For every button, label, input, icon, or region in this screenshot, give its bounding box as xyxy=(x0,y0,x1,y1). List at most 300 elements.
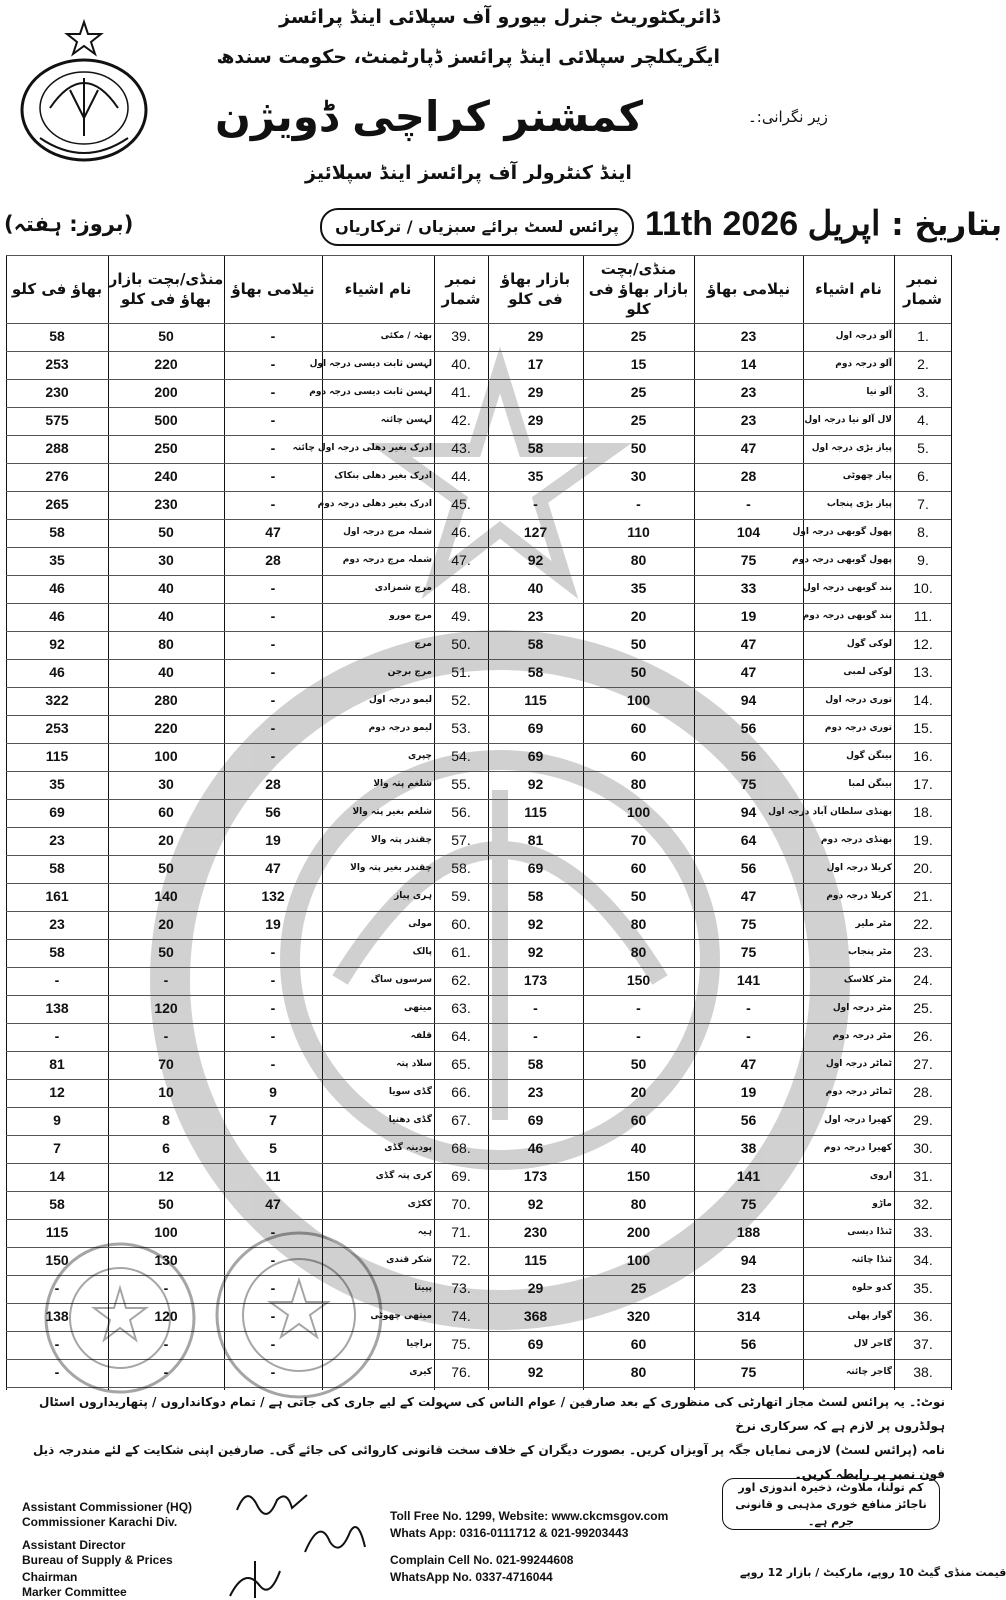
item-name: بینگن لمبا xyxy=(848,779,892,789)
row-number: 57. xyxy=(451,832,471,848)
row-number: 3. xyxy=(917,384,929,400)
row-number: 20. xyxy=(913,860,933,876)
retail-price: 35 xyxy=(49,776,65,792)
auction-price: 19 xyxy=(265,832,281,848)
row-number: 8. xyxy=(917,524,929,540)
mandi-price: 6 xyxy=(162,1140,170,1156)
row-number: 70. xyxy=(451,1196,471,1212)
auction-price: - xyxy=(270,384,276,400)
mandi-price: 320 xyxy=(626,1308,651,1324)
row-number: 9. xyxy=(917,552,929,568)
col-header-bazar: بازار بھاؤ فی کلو xyxy=(500,270,571,308)
bazar-price: 127 xyxy=(523,524,548,540)
bazar-price: 368 xyxy=(523,1308,548,1324)
row-number: 35. xyxy=(913,1280,933,1296)
auction-price: 64 xyxy=(740,832,757,848)
row-number: 71. xyxy=(451,1224,471,1240)
mandi-price: 100 xyxy=(626,692,651,708)
auction-price: 11 xyxy=(265,1168,281,1184)
item-name: لیمو درجہ دوم xyxy=(368,723,432,733)
header-line-4: اینڈ کنٹرولر آف پرائسز اینڈ سپلائیز xyxy=(305,162,632,184)
item-name: پھول گوبھی درجہ اول xyxy=(792,527,892,537)
row-number: 74. xyxy=(451,1308,471,1324)
mandi-price: - xyxy=(163,1336,169,1352)
row-number: 30. xyxy=(913,1140,933,1156)
bazar-price: 29 xyxy=(527,1280,544,1296)
whatsapp-number-2: WhatsApp No. 0337-4716044 xyxy=(390,1570,553,1584)
auction-price: 33 xyxy=(740,580,757,596)
retail-price: 12 xyxy=(49,1084,65,1100)
bazar-price: - xyxy=(533,1000,538,1016)
retail-price: 276 xyxy=(45,468,69,484)
warning-box: کم تولنا، ملاوٹ، ذخیرہ اندوزی اور ناجائز منافع خوری مذہبی و قانونی جرم ہے۔ xyxy=(722,1478,940,1530)
mandi-price: 120 xyxy=(154,1000,178,1016)
bazar-price: 29 xyxy=(527,412,544,428)
bazar-price: 58 xyxy=(527,664,544,680)
item-name: لہسن ثابت دیسی درجہ دوم xyxy=(309,387,432,397)
row-number: 7. xyxy=(917,496,929,512)
item-name: کری پتہ گڈی xyxy=(375,1171,432,1181)
signatory-1-office: Commissioner Karachi Div. xyxy=(22,1515,178,1529)
item-name: چپری xyxy=(407,751,432,761)
mandi-price: 30 xyxy=(158,776,174,792)
auction-price: 47 xyxy=(740,440,757,456)
mandi-price: 12 xyxy=(158,1168,174,1184)
item-name: شملہ مرچ درجہ دوم xyxy=(342,555,432,565)
item-name: آلو درجہ اول xyxy=(835,331,892,341)
row-number: 40. xyxy=(451,356,471,372)
item-name: لہسن ثابت دیسی درجہ اول xyxy=(309,359,432,369)
bazar-price: 58 xyxy=(527,1056,544,1072)
retail-price: 58 xyxy=(49,944,65,960)
col-header-mandi-2: منڈی/بچت بازار بھاؤ فی کلو xyxy=(108,270,224,308)
mandi-price: 220 xyxy=(154,356,178,372)
row-number: 38. xyxy=(913,1364,933,1380)
bazar-price: 92 xyxy=(527,1364,544,1380)
row-number: 12. xyxy=(913,636,933,652)
bazar-price: 69 xyxy=(527,860,544,876)
row-number: 58. xyxy=(451,860,471,876)
item-name: مٹر درجہ اول xyxy=(832,1003,892,1013)
col-header-auction-2: نیلامی بھاؤ xyxy=(231,280,315,298)
mandi-price: 20 xyxy=(158,832,174,848)
mandi-price: 140 xyxy=(154,888,178,904)
item-name: ٹنڈا چائنہ xyxy=(851,1255,892,1265)
item-name: بند گوبھی درجہ اول xyxy=(802,583,892,593)
item-name: لال آلو نیا درجہ اول xyxy=(804,415,892,425)
mandi-price: 35 xyxy=(630,580,647,596)
auction-price: 23 xyxy=(740,328,757,344)
signature-2-icon xyxy=(300,1512,370,1557)
row-number: 75. xyxy=(451,1336,471,1352)
retail-price: 58 xyxy=(49,860,65,876)
auction-price: 47 xyxy=(265,1196,281,1212)
row-number: 69. xyxy=(451,1168,471,1184)
row-number: 33. xyxy=(913,1224,933,1240)
auction-price: 23 xyxy=(740,412,757,428)
mandi-price: 80 xyxy=(630,552,647,568)
auction-price: - xyxy=(270,1252,276,1268)
retail-price: 161 xyxy=(45,888,69,904)
mandi-price: 100 xyxy=(626,804,651,820)
item-name: توری درجہ اول xyxy=(825,695,892,705)
retail-price: 138 xyxy=(45,1000,69,1016)
auction-price: - xyxy=(270,972,276,988)
row-number: 39. xyxy=(451,328,471,344)
retail-price: 115 xyxy=(45,1224,69,1240)
mandi-price: 25 xyxy=(630,1280,647,1296)
item-name: براچیا xyxy=(406,1339,432,1349)
item-name: بھنڈی سلطان آباد درجہ اول xyxy=(768,807,892,817)
item-name: اروی xyxy=(869,1171,892,1181)
retail-price: 150 xyxy=(45,1252,69,1268)
auction-price: 23 xyxy=(740,1280,757,1296)
auction-price: - xyxy=(270,1224,276,1240)
signatory-2-title: Assistant Director xyxy=(22,1538,126,1552)
mandi-price: 10 xyxy=(158,1084,174,1100)
row-number: 42. xyxy=(451,412,471,428)
row-number: 31. xyxy=(913,1168,933,1184)
bazar-price: 173 xyxy=(523,972,548,988)
grid-hline xyxy=(6,255,951,256)
row-number: 47. xyxy=(451,552,471,568)
item-name: مرچ xyxy=(414,639,432,649)
item-name: پیاز بڑی پنجاب xyxy=(826,499,892,509)
bazar-price: 69 xyxy=(527,1112,544,1128)
grid-vline xyxy=(951,255,952,1390)
mandi-price: - xyxy=(636,1000,641,1016)
auction-price: - xyxy=(270,1280,276,1296)
signatory-1 xyxy=(22,1500,192,1530)
mandi-price: 50 xyxy=(158,524,174,540)
item-name: پپیتا xyxy=(414,1283,432,1293)
bazar-price: 69 xyxy=(527,720,544,736)
row-number: 59. xyxy=(451,888,471,904)
bazar-price: 115 xyxy=(524,692,547,708)
item-name: گڈی سویا xyxy=(388,1087,432,1097)
item-name: کدو حلوہ xyxy=(851,1283,892,1293)
item-name: لوکی گول xyxy=(846,639,892,649)
grid-hline xyxy=(6,1387,951,1388)
header-line-1: ڈائریکٹوریٹ جنرل بیورو آف سپلائی اینڈ پرائسز xyxy=(279,6,720,28)
auction-price: 94 xyxy=(740,1252,757,1268)
item-name: لوکی لمبی xyxy=(843,667,892,677)
item-name: گوار پھلی xyxy=(847,1311,892,1321)
item-name: کھیرا درجہ اول xyxy=(824,1115,892,1125)
auction-price: 75 xyxy=(740,916,757,932)
retail-price: 35 xyxy=(49,552,65,568)
col-header-item-2: نام اشیاء xyxy=(344,280,412,298)
auction-price: 28 xyxy=(740,468,757,484)
retail-price: - xyxy=(54,1336,60,1352)
auction-price: 14 xyxy=(740,356,757,372)
item-name: کیری xyxy=(409,1367,432,1377)
mandi-price: 80 xyxy=(630,916,647,932)
row-number: 45. xyxy=(451,496,471,512)
row-number: 34. xyxy=(913,1252,933,1268)
header xyxy=(0,0,1003,255)
item-name: ککڑی xyxy=(407,1199,432,1209)
retail-price: 46 xyxy=(49,664,65,680)
auction-price: 19 xyxy=(265,916,281,932)
bazar-price: 58 xyxy=(527,888,544,904)
mandi-price: 60 xyxy=(630,1112,647,1128)
mandi-price: 25 xyxy=(630,384,647,400)
signature-3-icon xyxy=(220,1556,300,1600)
row-number: 21. xyxy=(913,888,933,904)
mandi-price: - xyxy=(163,972,169,988)
item-name: لہسن چائنہ xyxy=(380,415,432,425)
contact-block-2 xyxy=(390,1552,573,1586)
item-name: مرچ برجن xyxy=(387,667,432,677)
mandi-price: 50 xyxy=(158,860,174,876)
bazar-price: 17 xyxy=(527,356,544,372)
item-name: پالک xyxy=(412,947,432,957)
signatory-3 xyxy=(22,1570,127,1600)
row-number: 51. xyxy=(451,664,471,680)
row-number: 65. xyxy=(451,1056,471,1072)
item-name: کریلا درجہ اول xyxy=(826,863,892,873)
auction-price: 23 xyxy=(740,384,757,400)
col-header-no-2: نمبر شمار xyxy=(441,270,481,308)
mandi-price: 60 xyxy=(158,804,174,820)
bazar-price: 58 xyxy=(527,636,544,652)
row-number: 6. xyxy=(917,468,929,484)
retail-price: 58 xyxy=(49,328,65,344)
bazar-price: 69 xyxy=(527,1336,544,1352)
row-number: 46. xyxy=(451,524,471,540)
row-number: 76. xyxy=(451,1364,471,1380)
mandi-price: 50 xyxy=(630,636,647,652)
mandi-price: 150 xyxy=(626,1168,651,1184)
row-number: 36. xyxy=(913,1308,933,1324)
supervision-label: زیر نگرانی:۔ xyxy=(748,108,828,126)
retail-price: 81 xyxy=(49,1056,65,1072)
row-number: 63. xyxy=(451,1000,471,1016)
mandi-price: 120 xyxy=(154,1308,178,1324)
row-number: 29. xyxy=(913,1112,933,1128)
mandi-price: 80 xyxy=(158,636,174,652)
item-name: سرسوں ساگ xyxy=(370,975,432,985)
row-number: 19. xyxy=(913,832,933,848)
item-name: پھول گوبھی درجہ دوم xyxy=(792,555,892,565)
row-number: 32. xyxy=(913,1196,933,1212)
item-name: مٹر کلاسک xyxy=(843,975,892,985)
signatory-1-title: Assistant Commissioner (HQ) xyxy=(22,1500,193,1514)
auction-price: 141 xyxy=(736,1168,761,1184)
auction-price: 188 xyxy=(736,1224,761,1240)
col-header-mandi: منڈی/بچت بازار بھاؤ فی کلو xyxy=(588,260,689,318)
row-number: 73. xyxy=(451,1280,471,1296)
mandi-price: 60 xyxy=(630,720,647,736)
auction-price: - xyxy=(270,468,276,484)
mandi-price: 130 xyxy=(154,1252,178,1268)
auction-price: 314 xyxy=(736,1308,761,1324)
mandi-price: 50 xyxy=(158,328,174,344)
signatory-2-office: Bureau of Supply & Prices xyxy=(22,1553,173,1567)
item-name: کھیرا درجہ دوم xyxy=(823,1143,892,1153)
auction-price: - xyxy=(270,328,276,344)
row-number: 53. xyxy=(451,720,471,736)
retail-price: 265 xyxy=(45,496,69,512)
auction-price: - xyxy=(270,412,276,428)
item-name: مٹر درجہ دوم xyxy=(832,1031,892,1041)
item-name: مولی xyxy=(408,919,432,929)
bazar-price: 23 xyxy=(527,608,544,624)
mandi-price: 30 xyxy=(630,468,647,484)
bazar-price: 23 xyxy=(527,1084,544,1100)
row-number: 72. xyxy=(451,1252,471,1268)
bazar-price: 58 xyxy=(527,440,544,456)
mandi-price: 8 xyxy=(162,1112,170,1128)
item-name: بینگن گول xyxy=(846,751,892,761)
row-number: 44. xyxy=(451,468,471,484)
auction-price: - xyxy=(270,1308,276,1324)
mandi-price: 100 xyxy=(154,1224,178,1240)
auction-price: - xyxy=(270,356,276,372)
mandi-price: 240 xyxy=(154,468,178,484)
row-number: 50. xyxy=(451,636,471,652)
item-name: ہری پیاز xyxy=(394,891,432,901)
signatory-2 xyxy=(22,1538,173,1568)
mandi-price: 50 xyxy=(158,1196,174,1212)
auction-price: - xyxy=(270,1000,276,1016)
row-number: 60. xyxy=(451,916,471,932)
item-name: چقندر بغیر پتہ والا xyxy=(350,863,432,873)
bazar-price: 35 xyxy=(527,468,544,484)
mandi-price: - xyxy=(636,1028,641,1044)
bazar-price: 115 xyxy=(524,1252,547,1268)
row-number: 61. xyxy=(451,944,471,960)
retail-price: 253 xyxy=(45,356,69,372)
fee-line: قیمت منڈی گیٹ 10 روپے، مارکیٹ / بازار 12 روپے xyxy=(740,1566,1006,1579)
item-name: شلغم بغیر پتہ والا xyxy=(352,807,432,817)
item-name: ماڑو xyxy=(872,1199,892,1209)
item-name: آلو نیا xyxy=(866,387,892,397)
mandi-price: 80 xyxy=(630,944,647,960)
item-name: شکر قندی xyxy=(386,1255,432,1265)
mandi-price: 50 xyxy=(158,944,174,960)
bazar-price: 29 xyxy=(527,328,544,344)
row-number: 43. xyxy=(451,440,471,456)
date-value: 11th اپریل 2026 xyxy=(645,205,881,243)
notice-text xyxy=(20,1390,945,1486)
row-number: 10. xyxy=(913,580,933,596)
item-name: کریلا درجہ دوم xyxy=(826,891,892,901)
bazar-price: 46 xyxy=(527,1140,544,1156)
notice-line-2: نامہ (پرائس لسٹ) لازمی نمایاں جگہ پر آویزاں کریں۔ بصورت دیگران کے خلاف سخت قانونی کاروائی کی جائے گی۔ صارفین اپنی شکایت کے لئے مندرجہ ذیل فون نمبر پر رابطہ کریں۔ xyxy=(32,1443,945,1481)
mandi-price: 80 xyxy=(630,1196,647,1212)
bazar-price: 115 xyxy=(524,804,547,820)
mandi-price: 20 xyxy=(158,916,174,932)
bazar-price: 92 xyxy=(527,552,544,568)
auction-price: 7 xyxy=(269,1112,277,1128)
auction-price: 56 xyxy=(740,860,757,876)
item-name: شملہ مرچ درجہ اول xyxy=(343,527,432,537)
col-header-retail: بھاؤ فی کلو xyxy=(11,280,103,298)
mandi-price: 250 xyxy=(154,440,178,456)
bazar-price: - xyxy=(533,496,538,512)
retail-price: 69 xyxy=(49,804,65,820)
auction-price: 56 xyxy=(740,748,757,764)
item-name: لیمو درجہ اول xyxy=(368,695,432,705)
auction-price: 47 xyxy=(740,636,757,652)
auction-price: - xyxy=(746,1000,751,1016)
auction-price: - xyxy=(270,1364,276,1380)
item-name: ہیہ xyxy=(417,1227,432,1237)
mandi-price: 100 xyxy=(154,748,178,764)
retail-price: 115 xyxy=(45,748,69,764)
item-name: قلفہ xyxy=(410,1031,432,1041)
auction-price: - xyxy=(270,748,276,764)
retail-price: - xyxy=(54,1364,60,1380)
auction-price: - xyxy=(270,1056,276,1072)
retail-price: 322 xyxy=(45,692,69,708)
row-number: 23. xyxy=(913,944,933,960)
auction-price: 94 xyxy=(740,804,757,820)
retail-price: - xyxy=(54,972,60,988)
retail-price: 138 xyxy=(45,1308,69,1324)
row-number: 56. xyxy=(451,804,471,820)
item-name: ٹماٹر درجہ اول xyxy=(825,1059,892,1069)
retail-price: 92 xyxy=(49,636,65,652)
mandi-price: - xyxy=(163,1028,169,1044)
row-number: 55. xyxy=(451,776,471,792)
row-number: 4. xyxy=(917,412,929,428)
auction-price: 47 xyxy=(740,1056,757,1072)
auction-price: - xyxy=(270,636,276,652)
auction-price: 75 xyxy=(740,776,757,792)
notice-line-1: نوٹ:۔ یہ پرائس لسٹ مجاز اتھارٹی کی منظوری کے بعد صارفین / عوام الناس کی سہولت کے لیے جاری کی جاتی ہے / تمام دوکانداروں / پتھاریداروں اسٹال ہولڈروں پر لازم ہے کہ سرکاری نرخ xyxy=(39,1395,945,1433)
auction-price: - xyxy=(270,608,276,624)
bazar-price: 69 xyxy=(527,748,544,764)
mandi-price: - xyxy=(636,496,641,512)
retail-price: 575 xyxy=(45,412,69,428)
row-number: 25. xyxy=(913,1000,933,1016)
auction-price: - xyxy=(270,580,276,596)
row-number: 68. xyxy=(451,1140,471,1156)
mandi-price: - xyxy=(163,1280,169,1296)
date-line: 11th اپریل 2026 : بتاریخ xyxy=(645,205,1003,243)
mandi-price: 40 xyxy=(158,608,174,624)
mandi-price: 220 xyxy=(154,720,178,736)
auction-price: 47 xyxy=(740,664,757,680)
auction-price: 5 xyxy=(269,1140,277,1156)
sindh-government-seal-icon xyxy=(10,18,158,166)
auction-price: 56 xyxy=(740,1336,757,1352)
mandi-price: 150 xyxy=(626,972,651,988)
mandi-price: 200 xyxy=(626,1224,651,1240)
retail-price: 23 xyxy=(49,832,65,848)
auction-price: 94 xyxy=(740,692,757,708)
retail-price: 14 xyxy=(49,1168,65,1184)
bazar-price: 173 xyxy=(523,1168,548,1184)
auction-price: - xyxy=(270,496,276,512)
item-name: ادرک بغیر دھلی درجہ دوم xyxy=(317,499,432,509)
row-number: 5. xyxy=(917,440,929,456)
item-name: چقندر پتہ والا xyxy=(371,835,432,845)
price-list-title: پرائس لسٹ برائے سبزیاں / ترکاریاں xyxy=(320,208,634,246)
auction-price: - xyxy=(270,944,276,960)
bazar-price: 92 xyxy=(527,776,544,792)
item-name: گاجر لال xyxy=(853,1339,892,1349)
auction-price: 56 xyxy=(265,804,281,820)
auction-price: 56 xyxy=(740,1112,757,1128)
tollfree-number: Toll Free No. 1299, Website: www.ckcmsgov.com xyxy=(390,1509,669,1523)
mandi-price: 100 xyxy=(626,1252,651,1268)
whatsapp-numbers: Whats App: 0316-0111712 & 021-99203443 xyxy=(390,1526,629,1540)
bazar-price: 81 xyxy=(527,832,544,848)
